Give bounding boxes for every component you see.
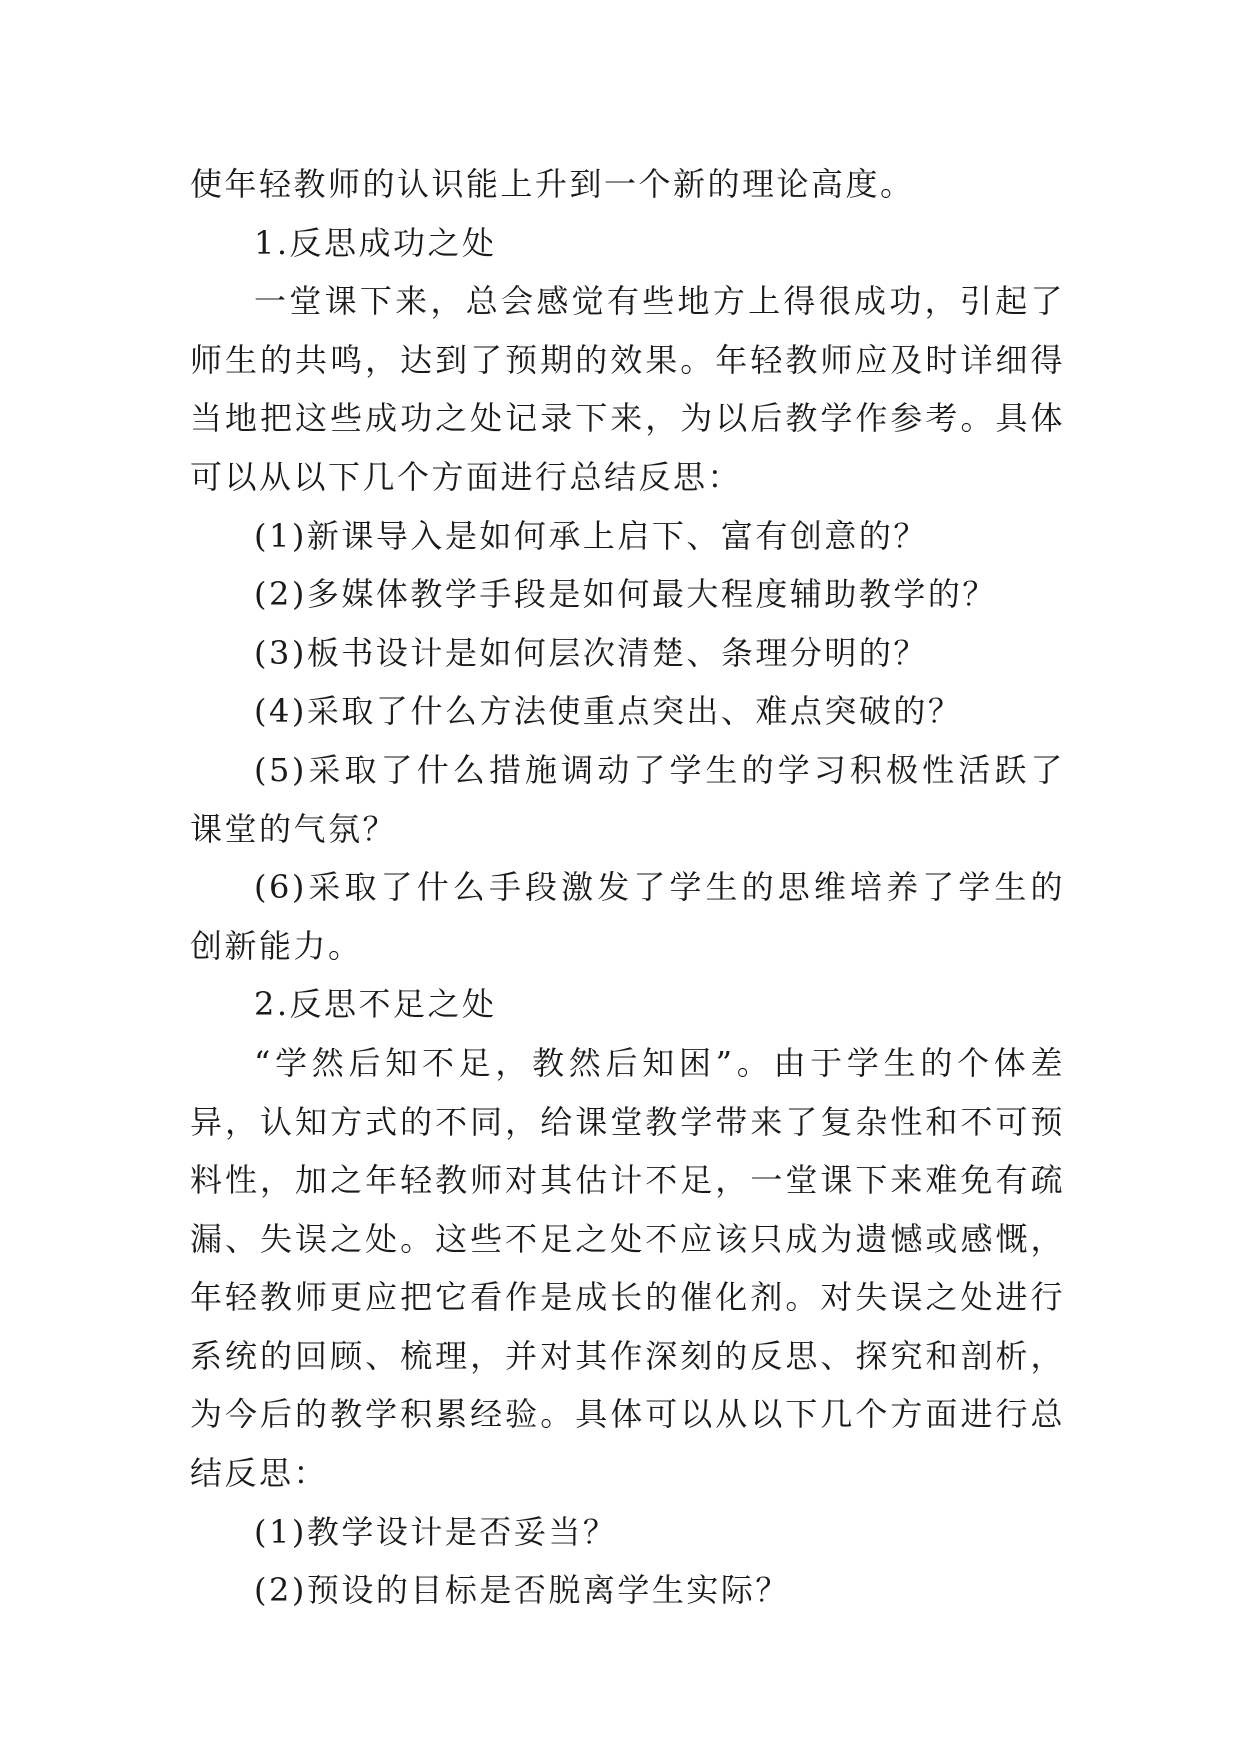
section-heading-shortcomings: 2.反思不足之处 (254, 985, 497, 1024)
continuation-paragraph: 使年轻教师的认识能上升到一个新的理论高度。 (190, 165, 915, 203)
body-paragraph-success: 一堂课下来，总会感觉有些地方上得很成功，引起了师生的共鸣，达到了预期的效果。年轻教师应及时详细得当地把这些成功之处记录下来，为以后教学作参考。具体可以从以下几个方面进行总结反思： (190, 282, 1065, 496)
list-item: (1)教学设计是否妥当？ (254, 1512, 618, 1551)
list-item: (6)采取了什么手段激发了学生的思维培养了学生的创新能力。 (190, 868, 1065, 965)
list-item: (5)采取了什么措施调动了学生的学习积极性活跃了课堂的气氛？ (190, 750, 1065, 848)
list-item: (1)新课导入是如何承上启下、富有创意的？ (254, 516, 928, 555)
body-paragraph-shortcomings: “学然后知不足，教然后知困”。由于学生的个体差异，认知方式的不同，给课堂教学带来了复杂性和不可预料性，加之年轻教师对其估计不足，一堂课下来难免有疏漏、失误之处。这些不足之处不应该只成为遗憾或感慨，年轻教师更应把它看作是成长的催化剂。对失误之处进行系统的回顾、梳理，并对其作深刻的反思、探究和剖析，为今后的教学积累经验。具体可以从以下几个方面进行总结反思： (190, 1043, 1065, 1493)
list-item: (3)板书设计是如何层次清楚、条理分明的？ (254, 633, 928, 672)
list-item: (2)多媒体教学手段是如何最大程度辅助教学的？ (254, 575, 997, 614)
document-body (190, 155, 1065, 1620)
section-heading-success: 1.反思成功之处 (254, 223, 497, 262)
list-item: (2)预设的目标是否脱离学生实际？ (254, 1571, 790, 1610)
list-item: (4)采取了什么方法使重点突出、难点突破的？ (254, 692, 963, 731)
